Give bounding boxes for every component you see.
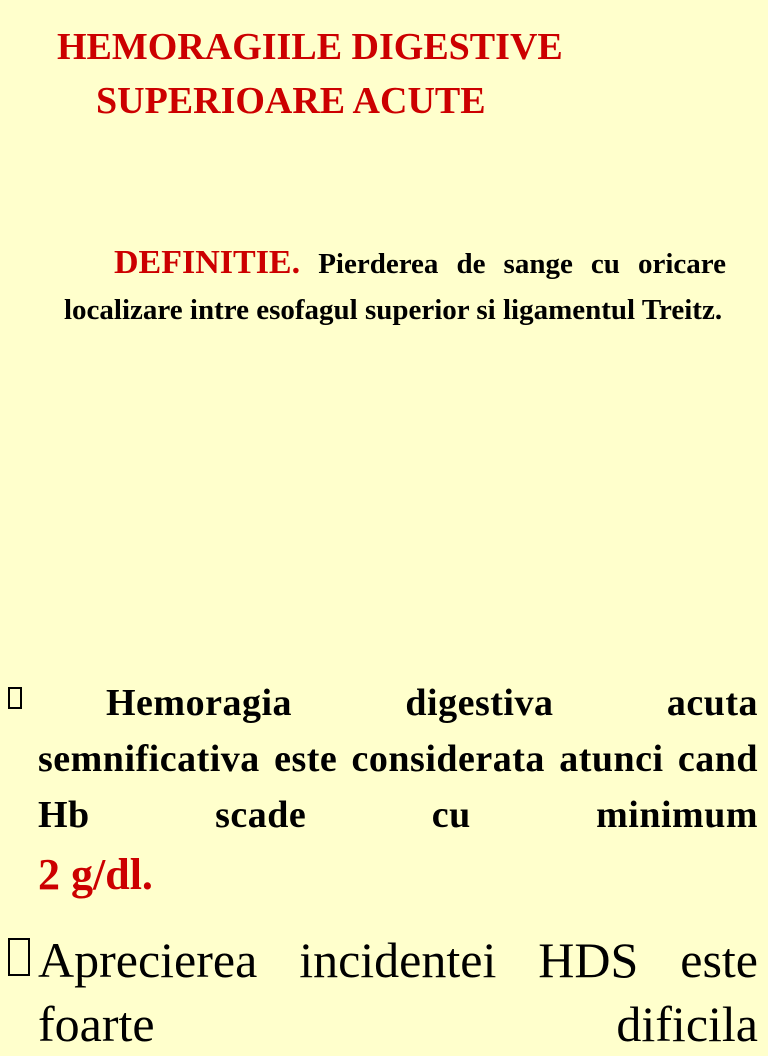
bullet-hemorrhage-criteria xyxy=(8,675,758,905)
definition-label: DEFINITIE. xyxy=(114,244,301,281)
definition-paragraph xyxy=(64,240,726,333)
bullet-box-icon xyxy=(8,687,22,709)
bullet-1-emphasis: 2 g/dl. xyxy=(38,850,153,899)
bullet-2-text: Aprecierea incidentei HDS este foarte dificila xyxy=(38,932,758,1052)
bullet-incidence xyxy=(8,928,758,1056)
slide-title-line-2: SUPERIOARE ACUTE xyxy=(96,80,486,122)
definition-text: Pierderea de sange cu oricare localizare intre esofagul superior si ligamentul Treitz. xyxy=(64,248,727,326)
bullet-1-text: Hemoragia digestiva acuta semnificativa este considerata atunci cand Hb scade cu minimum xyxy=(38,682,758,836)
bullet-box-icon xyxy=(8,938,30,976)
slide-title-line-1: HEMORAGIILE DIGESTIVE xyxy=(57,26,563,68)
